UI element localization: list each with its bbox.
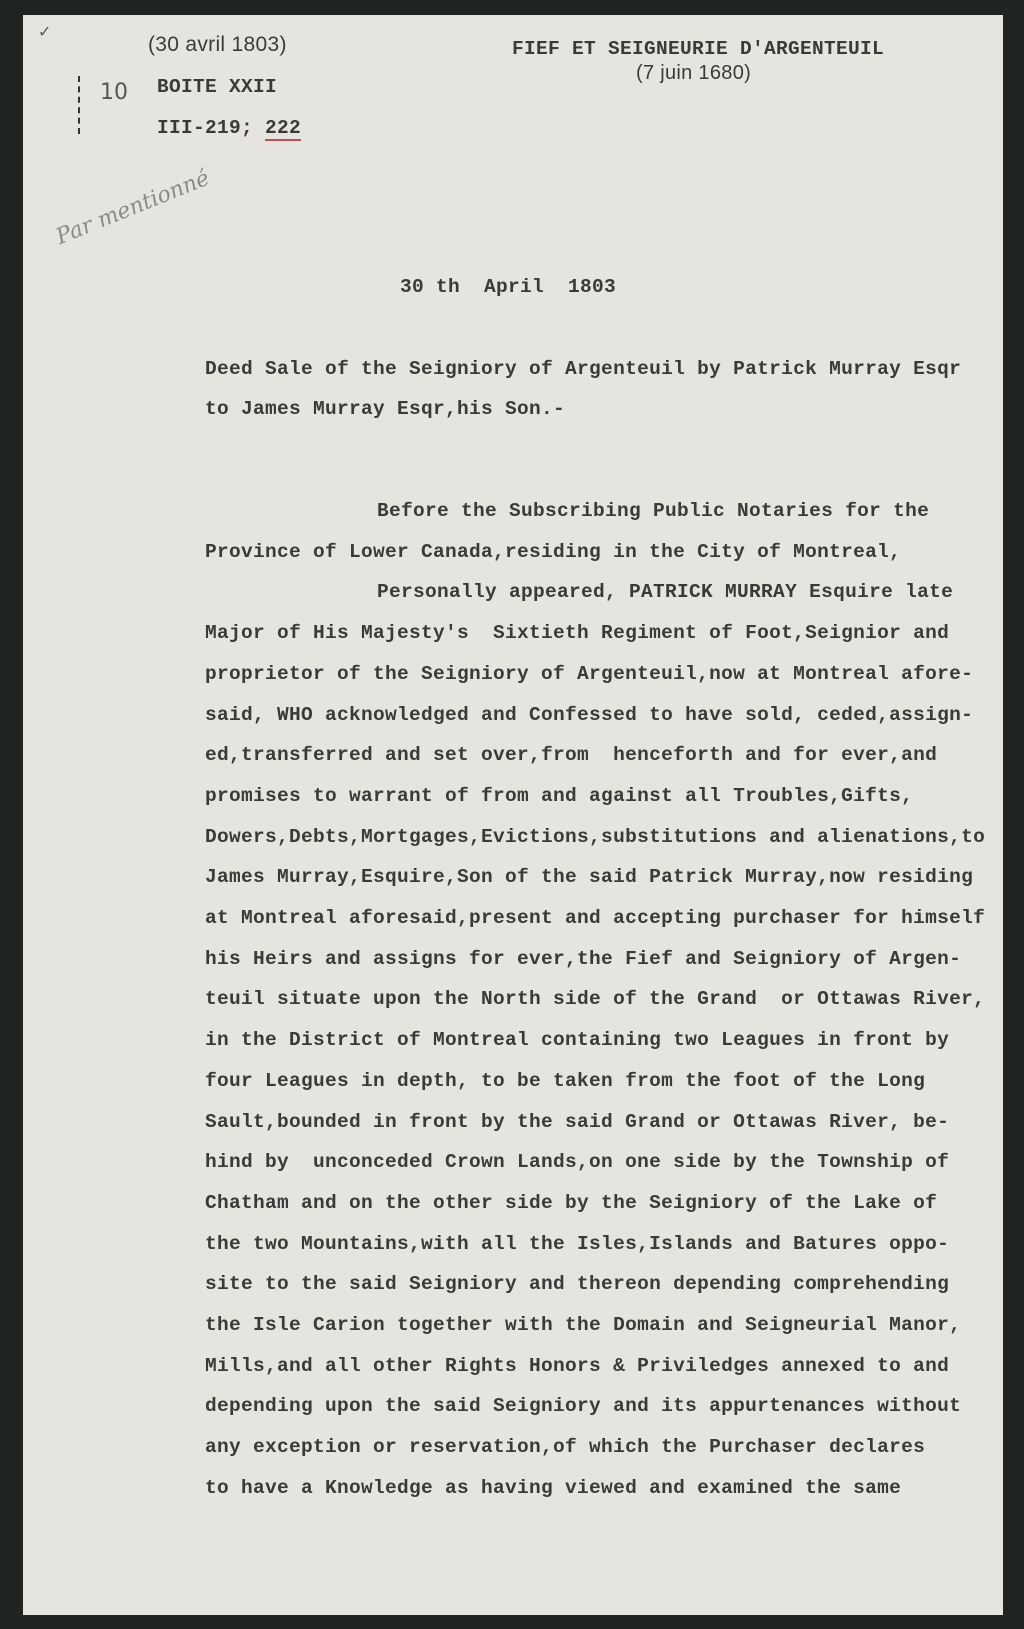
body-line: proprietor of the Seigniory of Argenteuil,now at Montreal afore-	[205, 662, 974, 685]
body-line: depending upon the said Seigniory and its appurtenances without	[205, 1395, 962, 1418]
body-line: Province of Lower Canada,residing in the City of Montreal,	[205, 540, 902, 563]
reference-underlined: 222	[265, 117, 302, 139]
body-line: in the District of Montreal containing two Leagues in front by	[205, 1029, 950, 1052]
box-label: BOITE XXII	[157, 76, 278, 98]
reference-prefix: III-219;	[157, 117, 266, 139]
fief-date: (7 juin 1680)	[636, 62, 752, 84]
body-line: any exception or reservation,of which the Purchaser declares	[205, 1436, 926, 1459]
body-line: said, WHO acknowledged and Confessed to have sold, ceded,assign-	[205, 703, 974, 726]
body-line: the two Mountains,with all the Isles,Islands and Batures oppo-	[205, 1232, 950, 1255]
margin-bracket	[78, 76, 80, 134]
document-date: 30 th April 1803	[400, 276, 617, 298]
body-line: Mills,and all other Rights Honors & Priviledges annexed to and	[205, 1354, 950, 1377]
subject-line-2: to James Murray Esqr,his Son.-	[205, 398, 566, 420]
body-line: Dowers,Debts,Mortgages,Evictions,substitutions and alienations,to	[205, 825, 986, 848]
handwritten-note: Par mentionné	[52, 165, 214, 250]
reference	[157, 117, 301, 139]
subject-line-1: Deed Sale of the Seigniory of Argenteuil by Patrick Murray Esqr	[205, 358, 962, 380]
body-line: hind by unconceded Crown Lands,on one side by the Township of	[205, 1151, 950, 1174]
body-line: ed,transferred and set over,from henceforth and for ever,and	[205, 744, 938, 767]
body-line: Personally appeared, PATRICK MURRAY Esquire late	[377, 581, 954, 604]
body-line: Before the Subscribing Public Notaries for the	[377, 500, 930, 522]
body-line: Major of His Majesty's Sixtieth Regiment of Foot,Seignior and	[205, 622, 950, 645]
body-line: site to the said Seigniory and thereon depending comprehending	[205, 1273, 950, 1296]
body-line: James Murray,Esquire,Son of the said Patrick Murray,now residing	[205, 866, 974, 889]
body-line: the Isle Carion together with the Domain and Seigneurial Manor,	[205, 1314, 962, 1336]
date-french: (30 avril 1803)	[148, 33, 287, 56]
margin-number: 10	[100, 80, 128, 105]
check-mark: ✓	[38, 22, 52, 41]
body-line: his Heirs and assigns for ever,the Fief and Seigniory of Argen-	[205, 947, 962, 970]
body-line: teuil situate upon the North side of the Grand or Ottawas River,	[205, 988, 986, 1011]
body-line: to have a Knowledge as having viewed and examined the same	[205, 1476, 902, 1499]
body-line: promises to warrant of from and against all Troubles,Gifts,	[205, 784, 914, 807]
body-line: Chatham and on the other side by the Seigniory of the Lake of	[205, 1191, 938, 1214]
body-line: at Montreal aforesaid,present and accepting purchaser for himself	[205, 907, 986, 929]
body-line: Sault,bounded in front by the said Grand or Ottawas River, be-	[205, 1110, 950, 1133]
body-line: four Leagues in depth, to be taken from the foot of the Long	[205, 1069, 926, 1092]
fief-title: FIEF ET SEIGNEURIE D'ARGENTEUIL	[512, 38, 885, 60]
